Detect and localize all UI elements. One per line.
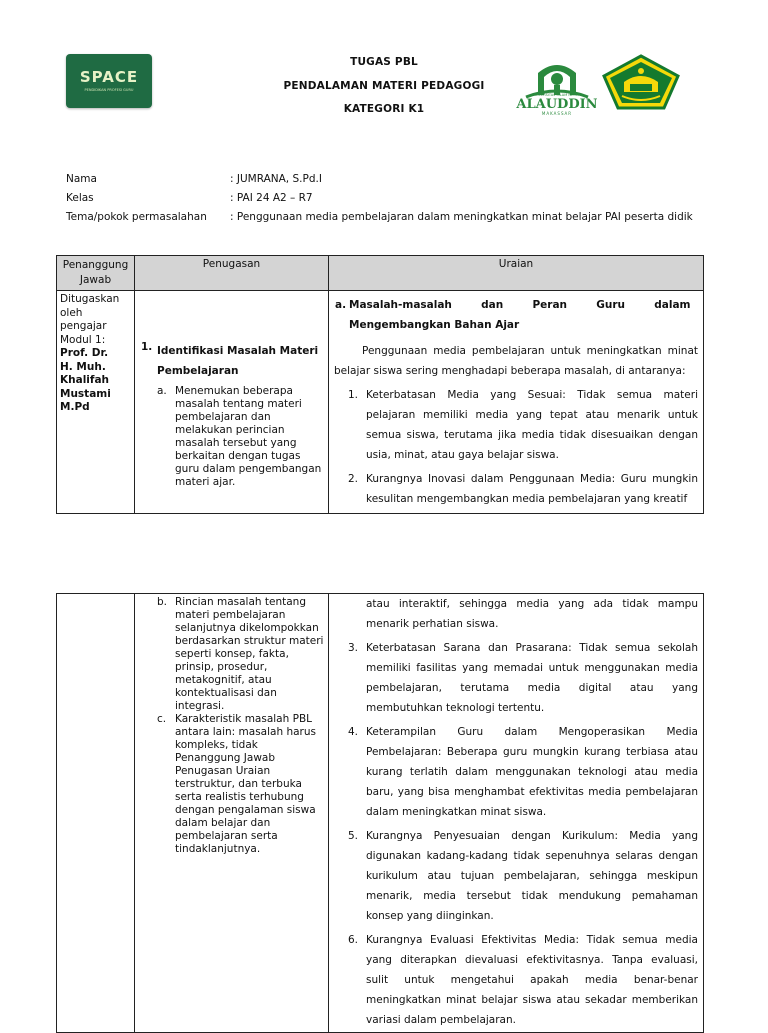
problem-item: 3. Keterbatasan Sarana dan Prasarana: Tidak semua sekolah memiliki fasilitas yang memadai untuk menggunakan media pembelajaran, terutama media digital atau yang membutuhkan teknologi tertentu. [348,642,698,714]
title-line-2: PENDALAMAN MATERI PEDAGOGI [283,80,485,92]
pbl-table-1 [56,255,704,514]
task-item: a. Menemukan beberapa masalah tentang materi pembelajaran dan melakukan perincian masalah tersebut yang berkaitan dengan tugas guru dalam pengembangan materi ajar. [157,385,322,488]
title-line-3: KATEGORI K1 [343,103,425,115]
problem-item: 5. Kurangnya Penyesuaian dengan Kurikulum: Media yang digunakan kadang-kadang tidak sepenuhnya selaras dengan kurikulum atau tujuan pembelajaran, sehingga meskipun menarik, media tersebut tidak mendukung pemahaman konsep yang diinginkan. [348,830,698,922]
penugasan-cell-continued [135,594,329,1033]
section-heading: a. Masalah-masalah dan Peran Guru dalam Mengembangkan Bahan Ajar [335,299,691,331]
lecturer-name-line: M.Pd [60,401,90,413]
penugasan-cell [135,291,329,514]
lecturer-name-line: Prof. Dr. [60,347,109,359]
task-title: 1. Identifikasi Masalah Materi Pembelajaran [141,341,319,377]
uin-bottom-text: MAKASSAR [541,111,573,116]
uin-alauddin-logo [512,55,602,117]
penanggung-jawab-cell-continued [57,594,135,1033]
space-logo-subtext: PENDIDIKAN PROFESI GURU [84,88,134,92]
uin-name: ALAUDDIN [516,97,598,112]
kemenag-emblem-icon [602,54,680,110]
penanggung-line: Modul 1: [60,333,106,346]
title-line-1: TUGAS PBL [350,56,418,68]
penanggung-line: Ditugaskan [60,293,120,305]
continued-text: atau interaktif, sehingga media yang ada tidak mampu menarik perhatian siswa. [366,598,698,630]
uin-top-text: UNIVERSITAS ISLAM NEGERI [532,93,582,97]
lecturer-name-line: Khalifah [60,374,110,386]
kemenag-logo [602,54,680,110]
info-value-nama: : JUMRANA, S.Pd.I [230,173,322,185]
uraian-cell-continued [329,594,704,1033]
pbl-table-2 [56,593,704,1033]
penanggung-line: pengajar [60,320,107,332]
lecturer-name-line: H. Muh. [60,360,106,373]
info-value-kelas: : PAI 24 A2 – R7 [230,192,313,204]
col-header-penanggung-jawab: Penanggung Jawab [57,256,135,291]
col-header-penugasan: Penugasan [135,256,329,291]
penanggung-line: oleh [60,306,83,319]
problem-item: 1. Keterbatasan Media yang Sesuai: Tidak semua materi pelajaran memiliki media yang tepat atau menarik untuk semua siswa, terutama jika media tidak disesuaikan dengan usia, minat, atau gaya belajar siswa. [348,389,698,461]
problem-list-continued [334,638,698,1030]
problem-list [334,385,698,509]
lecturer-name-line: Mustami [60,387,111,400]
uraian-cell [329,291,704,514]
penanggung-jawab-cell [57,291,135,514]
info-label-tema: Tema/pokok permasalahan [66,211,207,223]
space-logo-text: SPACE [79,68,139,86]
info-label-kelas: Kelas [66,192,94,204]
task-item: c. Karakteristik masalah PBL antara lain: masalah harus kompleks, tidak Penanggung Jawab Penugasan Uraian terstruktur, dan terbuka serta realistis terhubung dengan pengalaman siswa dalam belajar dan pembelajaran serta tindaklanjutnya. [157,713,316,855]
info-label-nama: Nama [66,173,97,185]
problem-item: 2. Kurangnya Inovasi dalam Penggunaan Media: Guru mungkin kesulitan mengembangkan media pembelajaran yang kreatif [348,473,698,505]
task-list [135,385,328,489]
info-value-tema: : Penggunaan media pembelajaran dalam meningkatkan minat belajar PAI peserta didik [230,211,693,223]
task-item: b. Rincian masalah tentang materi pembelajaran selanjutnya dikelompokkan berdasarkan struktur materi seperti konsep, fakta, prinsip, prosedur, metakognitif, atau kontektualisasi dan integrasi. [157,596,324,712]
intro-paragraph: Penggunaan media pembelajaran untuk meningkatkan minat belajar siswa sering menghadapi beberapa masalah, di antaranya: [334,345,698,377]
col-header-uraian: Uraian [329,256,704,291]
problem-item: 6. Kurangnya Evaluasi Efektivitas Media: Tidak semua media yang diterapkan dievaluasi efektivitasnya. Tanpa evaluasi, sulit untuk mengetahui apakah media benar-benar meningkatkan minat belajar siswa atau sekadar memberikan variasi dalam pembelajaran. [348,934,698,1026]
task-list-continued [135,594,328,856]
problem-item: 4. Keterampilan Guru dalam Mengoperasikan Media Pembelajaran: Beberapa guru mungkin kurang terbiasa atau kurang terlatih dalam menggunakan teknologi atau media baru, yang bisa menghambat efektivitas media pembelajaran dalam meningkatkan minat siswa. [348,726,698,818]
